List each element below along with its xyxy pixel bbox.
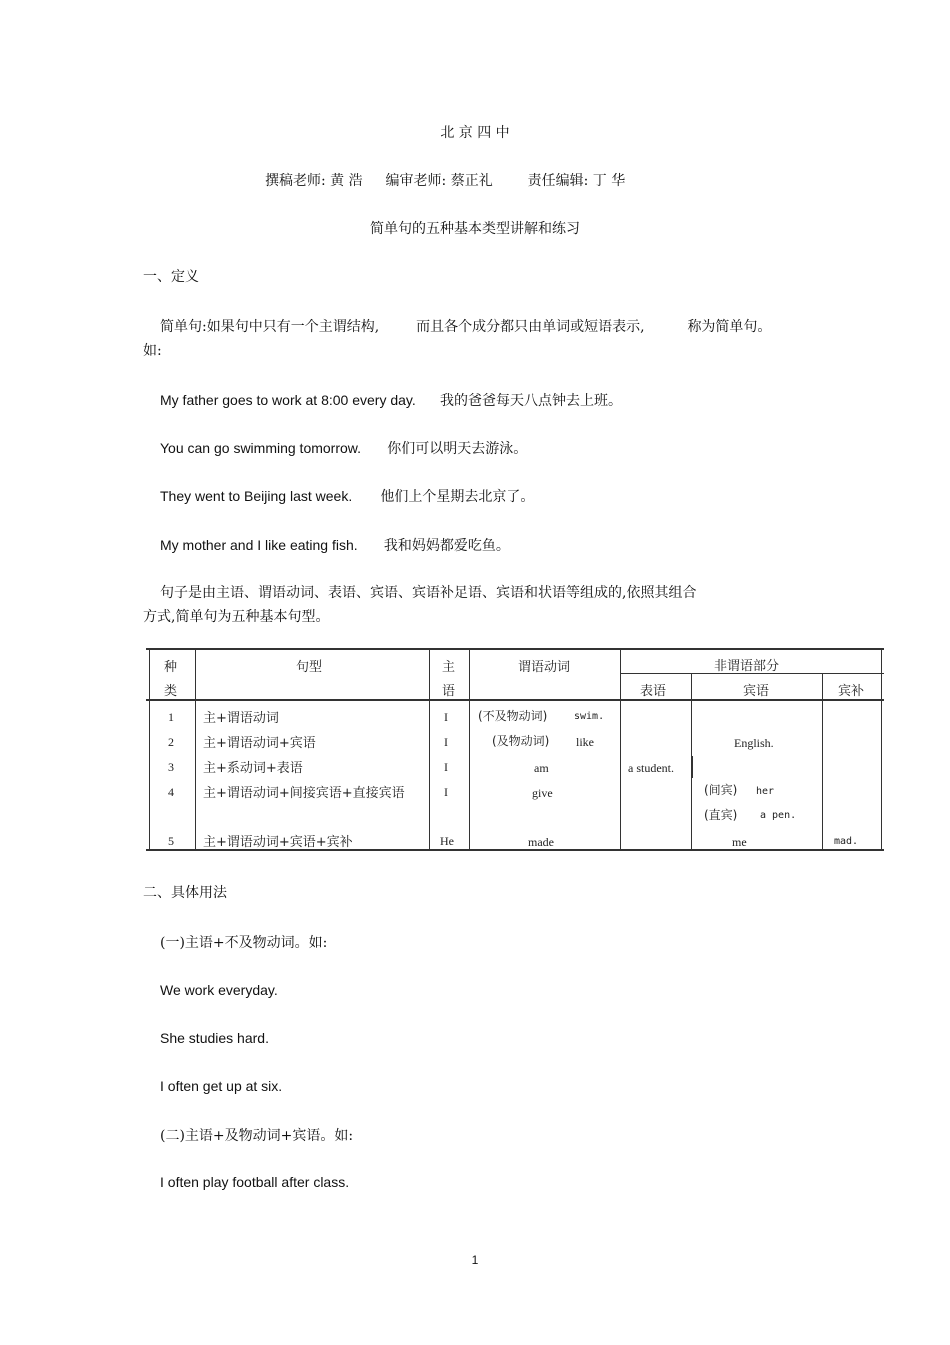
row-subject: I (444, 760, 448, 774)
example-chinese: 他们上个星期去北京了。 (380, 489, 535, 505)
editor-label: 责任编辑: (527, 173, 589, 189)
subsection1-heading: (一)主语+不及物动词。如: (160, 935, 328, 951)
row-verb-en: swim. (574, 711, 605, 722)
table-divider (146, 699, 884, 701)
row-complement: mad. (834, 836, 859, 847)
page-number: 1 (471, 1253, 479, 1267)
example-sentence: She studies hard. (160, 1030, 269, 1046)
header-non-predicate: 非谓语部分 (714, 659, 780, 674)
row-verb-cn: (及物动词) (492, 734, 550, 748)
example-sentence: I often get up at six. (160, 1078, 283, 1094)
section1-heading: 一、定义 (143, 269, 199, 285)
row-pattern: 主+谓语动词+宾语+宾补 (203, 835, 353, 850)
header-verb: 谓语动词 (518, 660, 571, 675)
example-line (160, 390, 622, 410)
row-pattern: 主+谓语动词 (203, 711, 279, 726)
header-complement: 宾补 (838, 684, 865, 699)
example-english: My mother and I like eating fish. (160, 537, 358, 553)
table-divider (469, 648, 470, 851)
subsection2-heading: (二)主语+及物动词+宾语。如: (160, 1128, 354, 1144)
composition-paragraph-line1: 句子是由主语、谓语动词、表语、宾语、宾语补足语、宾语和状语等组成的,依照其组合 (160, 585, 697, 601)
author-label: 撰稿老师: (265, 173, 326, 189)
row-object: me (732, 835, 747, 849)
row-number: 1 (168, 710, 174, 724)
row-subject: I (444, 785, 448, 799)
table-divider (429, 648, 430, 851)
reviewer-label: 编审老师: (385, 173, 447, 189)
example-chinese: 我的爸爸每天八点钟去上班。 (439, 393, 622, 409)
row-verb-en: made (528, 835, 554, 849)
definition-part-b: 而且各个成分都只由单词或短语表示, (416, 319, 645, 335)
row-number: 5 (168, 834, 174, 848)
section2-heading: 二、具体用法 (143, 885, 227, 901)
row-direct-object-cn: (直宾) (704, 808, 738, 822)
table-border (881, 648, 882, 851)
example-english: My father goes to work at 8:00 every day. (160, 392, 416, 408)
table-border (149, 648, 150, 851)
sentence-pattern-table (146, 648, 884, 852)
header-subject-bottom: 语 (442, 684, 456, 699)
row-number: 2 (168, 735, 174, 749)
row-subject: I (444, 710, 448, 724)
example-sentence: We work everyday. (160, 982, 278, 998)
example-line (160, 486, 534, 506)
example-chinese: 我和妈妈都爱吃鱼。 (383, 538, 510, 554)
reviewer-name: 蔡正礼 (450, 173, 493, 189)
author-name: 黄 浩 (330, 173, 363, 189)
example-line (160, 535, 510, 555)
table-divider (620, 648, 621, 851)
document-title: 简单句的五种基本类型讲解和练习 (370, 221, 580, 237)
header-predicative: 表语 (640, 684, 667, 699)
example-chinese: 你们可以明天去游泳。 (387, 441, 528, 457)
header-kind-bottom: 类 (164, 684, 178, 699)
example-english: You can go swimming tomorrow. (160, 440, 362, 456)
row-verb-cn: (不及物动词) (478, 709, 548, 723)
row-verb-en: give (532, 786, 553, 800)
row-pattern: 主+谓语动词+宾语 (203, 736, 316, 751)
header-pattern: 句型 (296, 660, 323, 675)
school-name: 北 京 四 中 (440, 125, 510, 141)
row-pattern: 主+谓语动词+间接宾语+直接宾语 (203, 786, 405, 801)
header-kind-top: 种 (164, 660, 178, 675)
row-direct-object: a pen. (760, 810, 797, 821)
row-pattern: 主+系动词+表语 (203, 761, 303, 776)
row-indirect-object-cn: (间宾) (704, 783, 738, 797)
text-cursor (692, 756, 693, 778)
definition-part-c: 称为简单句。 (687, 319, 772, 335)
row-subject: I (444, 735, 448, 749)
table-divider (195, 648, 196, 851)
example-english: They went to Beijing last week. (160, 488, 353, 504)
table-border (146, 648, 884, 650)
row-indirect-object: her (756, 786, 775, 797)
row-object: English. (734, 736, 774, 750)
example-line (160, 438, 527, 458)
definition-line (160, 316, 771, 336)
row-number: 4 (168, 785, 174, 799)
table-divider (822, 673, 823, 851)
row-predicative: a student. (628, 761, 674, 775)
credits-line (265, 170, 625, 190)
composition-paragraph-line2: 方式,简单句为五种基本句型。 (143, 609, 330, 625)
header-object: 宾语 (743, 684, 770, 699)
definition-part-a: 简单句:如果句中只有一个主谓结构, (160, 319, 380, 335)
editor-name: 丁 华 (592, 173, 626, 189)
row-verb-en: like (576, 735, 594, 749)
row-subject: He (440, 834, 454, 848)
row-verb-en: am (534, 761, 549, 775)
example-sentence: I often play football after class. (160, 1174, 350, 1190)
definition-line2: 如: (143, 343, 162, 359)
row-number: 3 (168, 760, 174, 774)
header-subject-top: 主 (442, 660, 456, 675)
